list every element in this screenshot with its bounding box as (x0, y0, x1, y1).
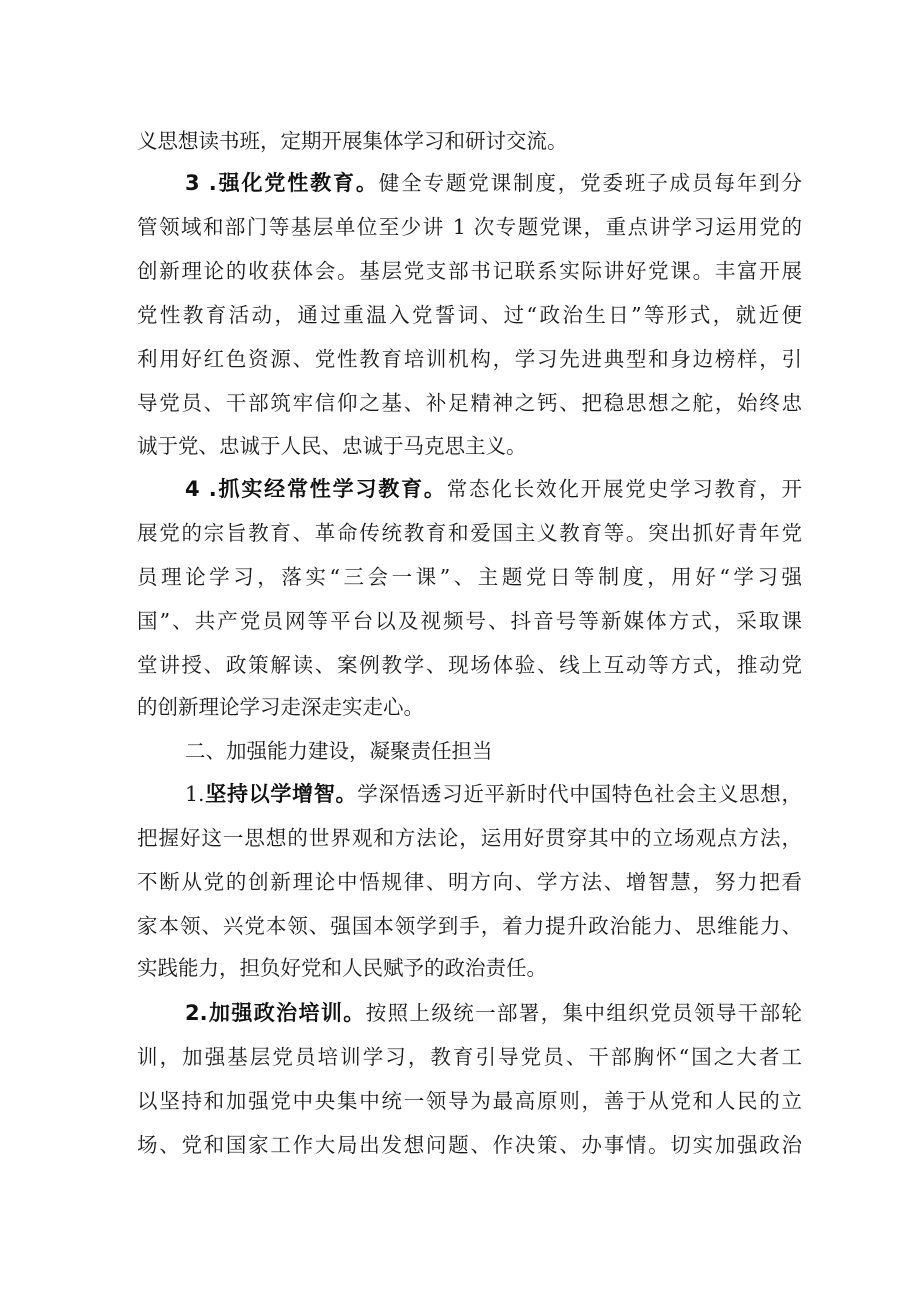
paragraph-s4-line-5: 堂讲授、政策解读、案例教学、现场体验、线上互动等方式，推动党 (137, 653, 802, 677)
paragraph-s3-line-2: 管领域和部门等基层单位至少讲 1 次专题党课，重点讲学习运用党的 (137, 215, 802, 239)
paragraph-s3-text-1: 健全专题党课制度，党委班子成员每年到分 (378, 171, 802, 195)
paragraph-s4-text-3b: 制度 (598, 565, 648, 589)
paragraph-s2-2-line-3: 以坚持和加强党中央集中统一领导为最高原则，善于从党和人民的立 (137, 1089, 802, 1113)
paragraph-s4-line-3 (137, 560, 802, 594)
paragraph-s2-2-text-1: 按照上级统一部署，集中组织党员领导干部轮 (365, 1001, 803, 1025)
paragraph-s4-line-2: 展党的宗旨教育、革命传统教育和爱国主义教育等。突出抓好青年党 (137, 521, 802, 545)
paragraph-s4-text-1: 常态化长效化开展党史学习教育，开 (446, 477, 803, 501)
heading-s2-2: 2.加强政治培训。 (185, 1001, 366, 1025)
paragraph-s3-line-1 (185, 166, 802, 200)
paragraph-s4-text-3a: 员理论学习，落实“三会一课”、主题党日等 (137, 565, 599, 589)
paragraph-s2-2-line-1 (185, 996, 802, 1030)
paragraph-s2-1-line-5: 实践能力，担负好党和人民赋予的政治责任。 (137, 956, 547, 980)
paragraph-s3-line-6: 导党员、干部筑牢信仰之基、补足精神之钙、把稳思想之舵，始终忠 (137, 391, 802, 415)
heading-s3: 3 .强化党性教育。 (185, 171, 379, 195)
paragraph-s2-1-number: 1. (185, 782, 205, 806)
paragraph-s3-line-3: 创新理论的收获体会。基层党支部书记联系实际讲好党课。丰富开展 (137, 259, 802, 283)
paragraph-s4-line-4: 国”、共产党员网等平台以及视频号、抖音号等新媒体方式，采取课 (137, 609, 802, 633)
paragraph-s4-text-3c: ，用好“学习强 (647, 565, 803, 589)
paragraph-s4-line-1 (185, 472, 802, 506)
paragraph-s2-2-line-4: 场、党和国家工作大局出发想问题、作决策、办事情。切实加强政治 (137, 1133, 802, 1157)
paragraph-s2-1-line-2: 把握好这一思想的世界观和方法论，运用好贯穿其中的立场观点方法， (137, 826, 802, 850)
paragraph-s2-2-line-2: 训，加强基层党员培训学习，教育引导党员、干部胸怀“国之大者工 (137, 1045, 802, 1069)
paragraph-s2-1-line-3: 不断从党的创新理论中悟规律、明方向、学方法、增智慧，努力把看 (137, 870, 802, 894)
paragraph-s3-line-4: 党性教育活动，通过重温入党誓词、过“政治生日”等形式，就近便 (137, 303, 802, 327)
paragraph-intro-line-1: 义思想读书班，定期开展集体学习和研讨交流。 (137, 129, 568, 153)
paragraph-s2-1-line-1 (185, 777, 802, 811)
heading-s2-1: 坚持以学增智。 (204, 782, 358, 806)
paragraph-s2-1-text-1: 学深悟透习近平新时代中国特色社会主义思想， (357, 782, 803, 806)
heading-s4: 4 .抓实经常性学习教育。 (185, 477, 447, 501)
paragraph-s4-line-6: 的创新理论学习走深走实走心。 (137, 695, 424, 719)
paragraph-s3-line-5: 利用好红色资源、党性教育培训机构，学习先进典型和身边榜样，引 (137, 347, 802, 371)
section-2-title: 二、加强能力建设，凝聚责任担当 (185, 739, 493, 763)
paragraph-s2-1-line-4: 家本领、兴党本领、强国本领学到手，着力提升政治能力、思维能力、 (137, 914, 802, 938)
paragraph-s3-line-7: 诚于党、忠诚于人民、忠诚于马克思主义。 (137, 434, 527, 458)
